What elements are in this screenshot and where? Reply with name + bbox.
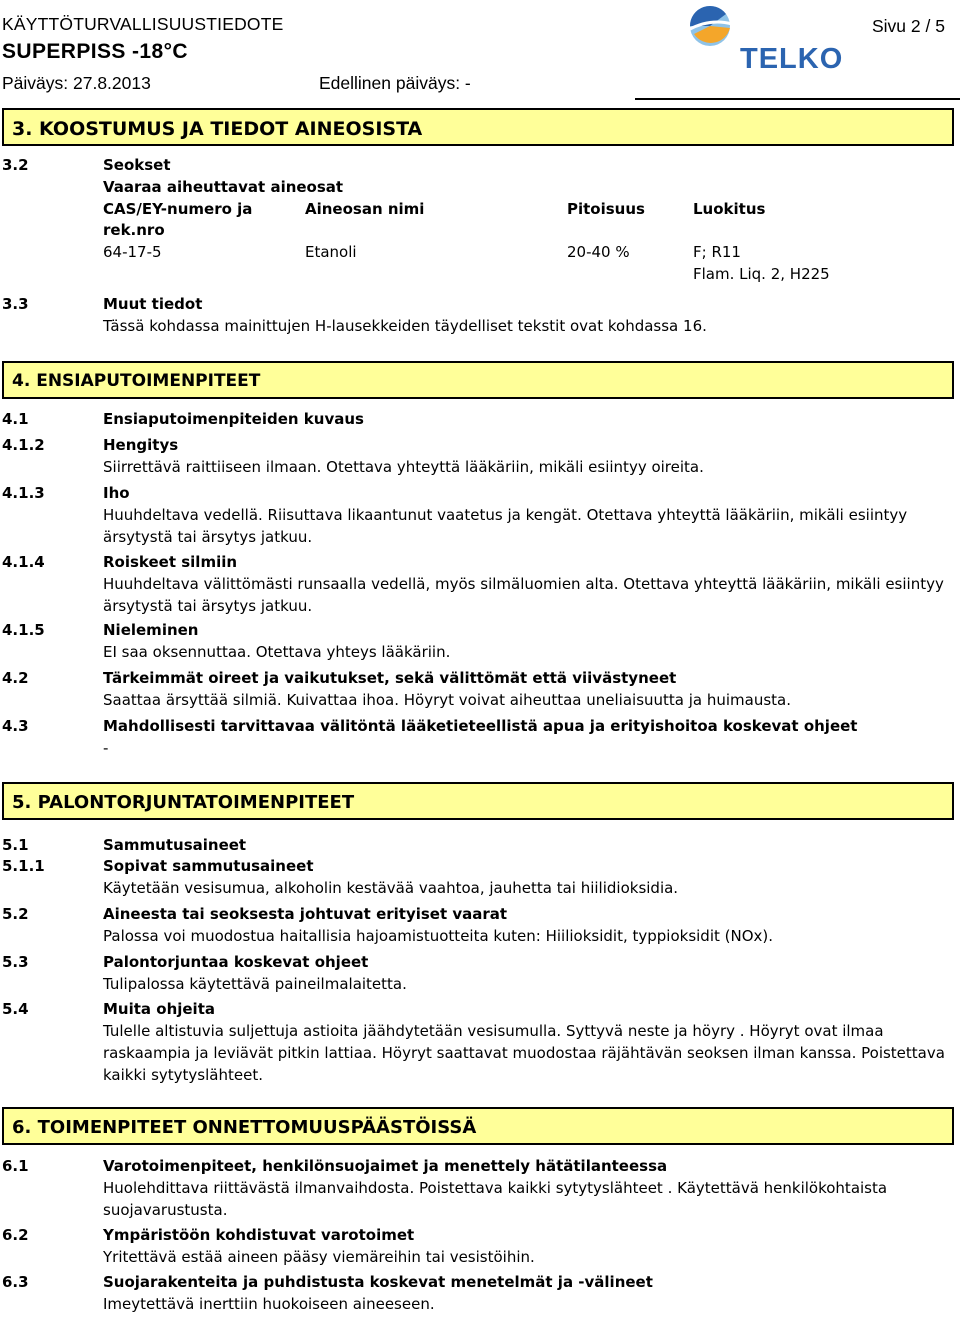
column-cas-line2: rek.nro <box>103 221 165 239</box>
s414-text-1: Huuhdeltava välittömästi runsaalla vedellä, myös silmäluomien alta. Otettava yhteyttä lääkäriin, mikäli esiintyy <box>103 575 944 593</box>
section-4-title: 4. ENSIAPUTOIMENPITEET <box>12 371 261 391</box>
s43-title: Mahdollisesti tarvittavaa välitöntä lääketieteellistä apua ja erityishoitoa koskevat ohjeet <box>103 717 858 735</box>
page-number: Sivu 2 / 5 <box>872 16 945 36</box>
s61-text-2: suojavarustusta. <box>103 1201 228 1219</box>
telko-logo <box>674 4 844 70</box>
s413-number: 4.1.3 <box>2 484 45 502</box>
s62-number: 6.2 <box>2 1226 29 1244</box>
s53-text: Tulipalossa käytettävä paineilmalaitetta. <box>103 975 407 993</box>
s33-text: Tässä kohdassa mainittujen H-lausekkeiden täydelliset tekstit ovat kohdassa 16. <box>103 317 707 335</box>
s52-number: 5.2 <box>2 905 29 923</box>
s412-title: Hengitys <box>103 436 179 454</box>
header-divider <box>635 98 960 100</box>
s54-text-2: raskaampia ja leviävät pitkin lattiaa. Höyryt saattavat muodostaa räjähtävän seoksen ilman kanssa. Poistettava <box>103 1044 945 1062</box>
section-6-heading <box>2 1107 954 1145</box>
s32-title: Seokset <box>103 156 171 174</box>
s51-title: Sammutusaineet <box>103 836 247 854</box>
s54-title: Muita ohjeita <box>103 1000 215 1018</box>
s53-number: 5.3 <box>2 953 29 971</box>
row-concentration: 20-40 % <box>567 243 630 261</box>
s63-title: Suojarakenteita ja puhdistusta koskevat menetelmät ja -välineet <box>103 1273 653 1291</box>
s41-number: 4.1 <box>2 410 29 428</box>
column-name: Aineosan nimi <box>305 200 425 218</box>
s415-text: EI saa oksennuttaa. Otettava yhteys lääkäriin. <box>103 643 451 661</box>
s413-text-2: ärsytystä tai ärsytys jatkuu. <box>103 528 313 546</box>
s61-text-1: Huolehdittava riittävästä ilmanvaihdosta. Poistettava kaikki sytytyslähteet . Käytettävä henkilökohtaista <box>103 1179 888 1197</box>
row-classification-1: F; R11 <box>693 243 741 261</box>
row-cas: 64-17-5 <box>103 243 162 261</box>
s511-text: Käytetään vesisumua, alkoholin kestävää vaahtoa, jauhetta tai hiilidioksidia. <box>103 879 679 897</box>
section-3-heading <box>2 108 954 146</box>
s42-number: 4.2 <box>2 669 29 687</box>
s414-number: 4.1.4 <box>2 553 45 571</box>
product-name: SUPERPISS -18°C <box>2 40 188 63</box>
section-3-title: 3. KOOSTUMUS JA TIEDOT AINEOSISTA <box>12 118 423 140</box>
s61-number: 6.1 <box>2 1157 29 1175</box>
s511-title: Sopivat sammutusaineet <box>103 857 314 875</box>
section-5-heading <box>2 782 954 820</box>
svg-text:TELKO: TELKO <box>740 43 844 70</box>
s51-number: 5.1 <box>2 836 29 854</box>
s412-text: Siirrettävä raittiiseen ilmaan. Otettava yhteyttä lääkäriin, mikäli esiintyy oireita. <box>103 458 704 476</box>
s413-title: Iho <box>103 484 130 502</box>
s62-text: Yritettävä estää aineen pääsy viemäreihin tai vesistöihin. <box>103 1248 535 1266</box>
s413-text-1: Huuhdeltava vedellä. Riisuttava likaantunut vaatetus ja kengät. Otettava yhteyttä lääkäriin, mikäli esiintyy <box>103 506 908 524</box>
s415-number: 4.1.5 <box>2 621 45 639</box>
s43-text: - <box>103 739 109 757</box>
document-type: KÄYTTÖTURVALLISUUSTIEDOTE <box>2 14 284 34</box>
s414-title: Roiskeet silmiin <box>103 553 238 571</box>
s43-number: 4.3 <box>2 717 29 735</box>
section-6-title: 6. TOIMENPITEET ONNETTOMUUSPÄÄSTÖISSÄ <box>12 1117 477 1138</box>
s414-text-2: ärsytystä tai ärsytys jatkuu. <box>103 597 313 615</box>
s33-number: 3.3 <box>2 295 29 313</box>
row-name: Etanoli <box>305 243 357 261</box>
issue-date: Päiväys: 27.8.2013 <box>2 73 151 93</box>
s52-text: Palossa voi muodostua haitallisia hajoamistuotteita kuten: Hiilioksidit, typpioksidit (NOx). <box>103 927 774 945</box>
s42-text: Saattaa ärsyttää silmiä. Kuivattaa ihoa. Höyryt voivat aiheuttaa uneliaisuutta ja huimausta. <box>103 691 792 709</box>
s61-title: Varotoimenpiteet, henkilönsuojaimet ja menettely hätätilanteessa <box>103 1157 668 1175</box>
s63-text: Imeytettävä inerttiin huokoiseen aineeseen. <box>103 1295 435 1313</box>
s52-title: Aineesta tai seoksesta johtuvat erityiset vaarat <box>103 905 508 923</box>
s62-title: Ympäristöön kohdistuvat varotoimet <box>103 1226 415 1244</box>
column-concentration: Pitoisuus <box>567 200 645 218</box>
s511-number: 5.1.1 <box>2 857 45 875</box>
s415-title: Nieleminen <box>103 621 199 639</box>
s42-title: Tärkeimmät oireet ja vaikutukset, sekä välittömät että viivästyneet <box>103 669 677 687</box>
column-cas: CAS/EY-numero ja <box>103 200 253 218</box>
s32-subtitle: Vaaraa aiheuttavat aineosat <box>103 178 344 196</box>
previous-date: Edellinen päiväys: - <box>319 73 471 93</box>
s33-title: Muut tiedot <box>103 295 203 313</box>
section-4-heading <box>2 361 954 399</box>
s412-number: 4.1.2 <box>2 436 45 454</box>
s41-title: Ensiaputoimenpiteiden kuvaus <box>103 410 364 428</box>
row-classification-2: Flam. Liq. 2, H225 <box>693 265 830 283</box>
column-classification: Luokitus <box>693 200 766 218</box>
s54-number: 5.4 <box>2 1000 29 1018</box>
s32-number: 3.2 <box>2 156 29 174</box>
s53-title: Palontorjuntaa koskevat ohjeet <box>103 953 369 971</box>
section-5-title: 5. PALONTORJUNTATOIMENPITEET <box>12 792 355 813</box>
s54-text-3: kaikki sytytyslähteet. <box>103 1066 263 1084</box>
s54-text-1: Tulelle altistuvia suljettuja astioita jäähdytetään vesisumulla. Syttyvä neste ja höyry . Höyryt ovat ilmaa <box>103 1022 884 1040</box>
s63-number: 6.3 <box>2 1273 29 1291</box>
